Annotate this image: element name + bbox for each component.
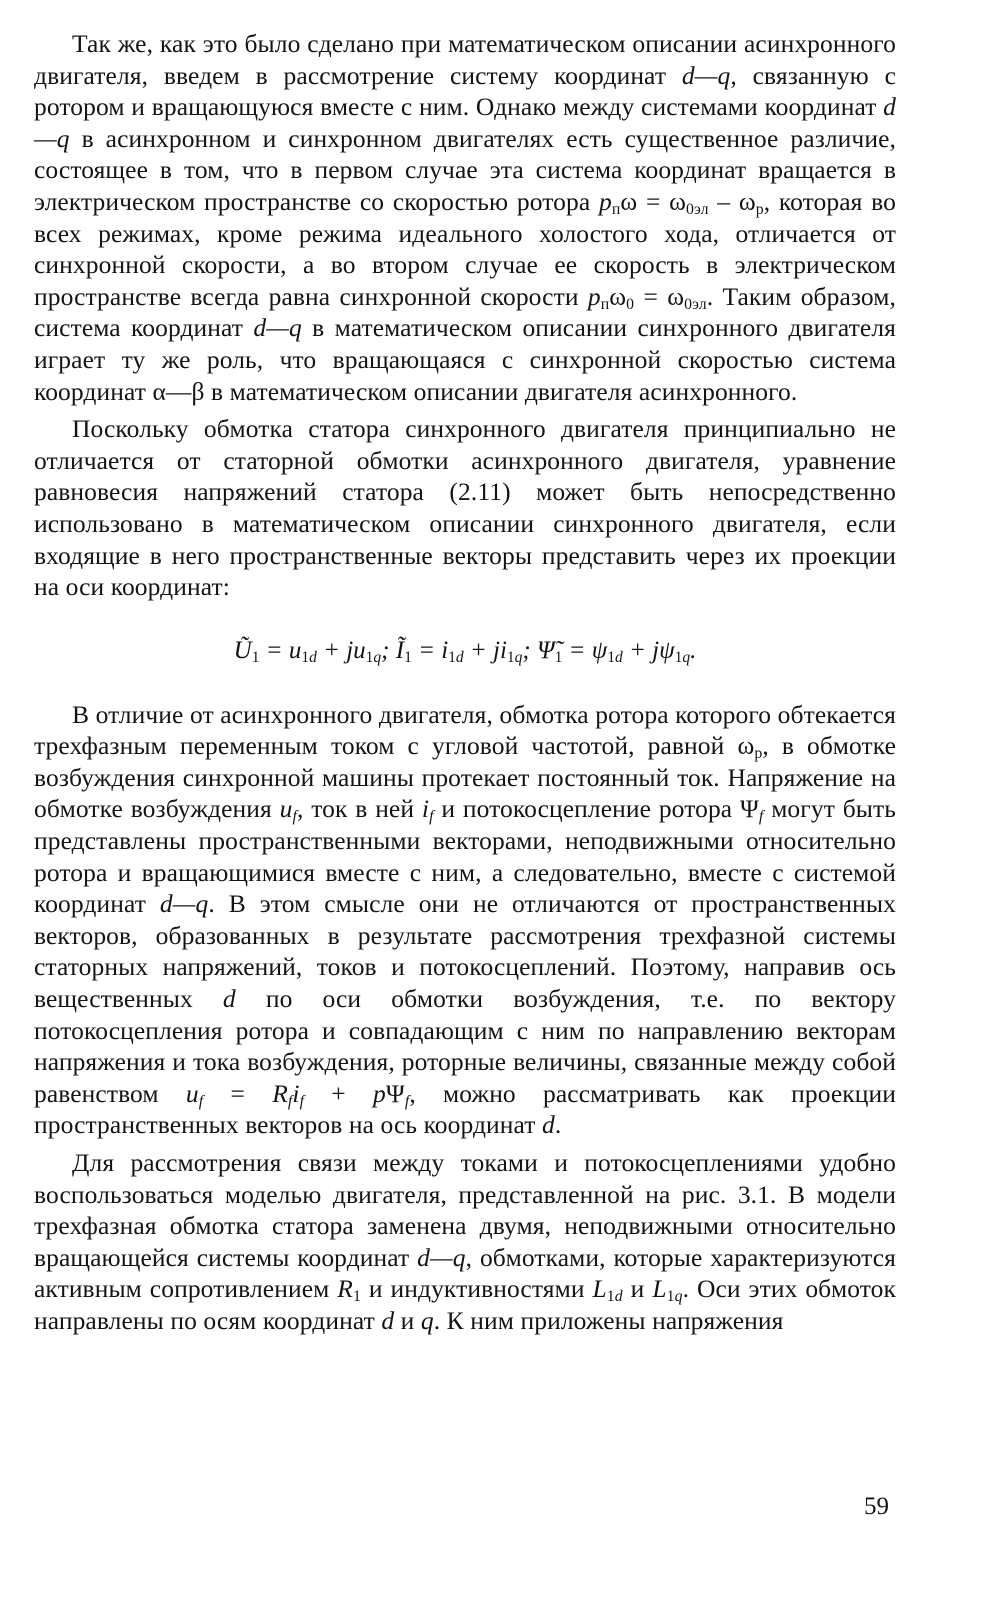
text-segment: d (614, 1288, 623, 1306)
text-segment: d (455, 648, 464, 666)
text-segment: ψ (659, 636, 675, 664)
text-segment: 0эл (684, 295, 707, 313)
text-segment: , которая во всех режимах, кроме режима идеального холостого хода, отличается от синхронной скорости, а во втором случае ее скорость в электрическом пространстве всегда равна синхронной скорости (34, 186, 896, 311)
text-segment: , связанную с ротором и вращающуюся вместе с ним. Однако между системами координат (34, 60, 896, 122)
text-segment: 1 (607, 648, 615, 666)
text-segment: , в обмотке возбуждения синхронной машины протекает постоянный ток. Напряжение на обмотке возбуждения (34, 731, 896, 824)
text-segment: L (652, 1274, 667, 1304)
text-segment: d—q (417, 1242, 466, 1272)
text-segment: i (421, 794, 430, 824)
text-segment: . Оси этих обмоток направлены по осям координат (34, 1274, 897, 1335)
text-segment: . (554, 1110, 562, 1140)
text-segment: d—q (681, 60, 731, 90)
text-segment: q (674, 1288, 683, 1306)
text-segment: = (562, 636, 592, 664)
text-segment: f (292, 808, 297, 826)
text-segment: и потокосцепление ротора Ψ (433, 794, 759, 824)
paragraph-3 (34, 699, 896, 1141)
text-segment: и индуктивностями (360, 1274, 593, 1304)
text-segment: ; (381, 636, 396, 664)
text-segment: q (373, 648, 382, 666)
text-segment: . (690, 636, 697, 664)
formula-vectors (34, 633, 896, 669)
text-segment: j (652, 636, 660, 664)
text-segment: L (592, 1274, 607, 1304)
text-segment: Ĩ (395, 636, 405, 664)
text-segment: u (288, 636, 302, 664)
paragraph-1 (34, 28, 896, 407)
text-segment: В отличие от асинхронного двигателя, обмотка ротора которого обтекается трехфазным переменным током с угловой частотой, равной ω (34, 699, 896, 761)
text-segment: d (381, 1305, 395, 1335)
text-segment: ; (522, 636, 537, 664)
text-segment: d (614, 648, 623, 666)
text-segment: + (622, 636, 653, 664)
text-segment: R (337, 1274, 353, 1304)
text-segment: + (316, 636, 347, 664)
text-segment: d—q (253, 313, 302, 343)
text-segment: q (420, 1305, 434, 1335)
text-segment: – ω (708, 186, 756, 216)
text-segment: р (755, 200, 764, 218)
text-segment: и (622, 1274, 653, 1304)
text-segment: 1 (404, 648, 412, 666)
text-segment: Ψ̃ (537, 636, 555, 664)
text-segment: ji (493, 636, 507, 664)
text-segment: по оси обмотки возбуждения, т.е. по вектору потокосцепления ротора и совпадающим с ним по направлению векторам напряжения и тока возбуждения, роторные величины, связанные между собой равенством (34, 984, 896, 1108)
text-segment: Для рассмотрения связи между токами и потокосцеплениями удобно воспользоваться моделью двигателя, представленной на рис. 3.1. В модели трехфазная обмотка статора заменена двумя, неподвижными относительно вращающейся системы координат (34, 1148, 896, 1272)
text-segment: p (598, 186, 612, 216)
page-body (34, 28, 896, 1337)
text-segment: f (429, 808, 434, 826)
text-segment: i (441, 636, 449, 664)
text-segment: . К ним приложены напряжения (433, 1305, 784, 1335)
text-segment: Ũ (233, 636, 252, 664)
text-segment: , можно рассматривать как проекции пространственных векторов на ось координат (34, 1078, 897, 1140)
text-segment: 1 (606, 1288, 615, 1306)
text-segment: d (542, 1110, 555, 1140)
text-segment: 1 (301, 648, 310, 666)
text-segment: , обмотками, которые характеризуются активным сопротивлением (34, 1242, 896, 1304)
text-segment: 1 (674, 648, 683, 666)
text-segment: 1 (554, 648, 563, 666)
text-segment: 1 (352, 1288, 361, 1306)
text-segment: ω (609, 281, 627, 311)
page-number: 59 (864, 1493, 889, 1520)
paragraph-2 (34, 413, 896, 603)
text-segment: = ω (634, 281, 685, 311)
text-segment: 0 (626, 295, 635, 313)
text-segment: , ток в ней (297, 794, 422, 824)
text-segment: = (203, 1078, 273, 1108)
text-segment: в математическом описании синхронного двигателя играет ту же роль, что вращающаяся с синхронной скоростью система координат α—β в математическом описании двигателя асинхронного. (34, 313, 896, 406)
text-segment: d (309, 648, 317, 666)
text-segment: п (611, 200, 621, 218)
text-segment: ω = ω (620, 186, 687, 216)
text-segment: q (514, 648, 523, 666)
text-segment: Поскольку обмотка статора синхронного двигателя принципиально не отличается от статорной обмотки асинхронного двигателя, уравнение равновесия напряжений статора (2.11) может быть непосредственно использовано в математическом описании синхронного двигателя, если входящие в него пространственные векторы представить через их проекции на оси координат: (34, 414, 896, 602)
text-segment: f (404, 1092, 410, 1110)
text-segment: d—q (159, 889, 209, 919)
text-segment: ψ (591, 636, 608, 664)
text-segment: f (287, 1092, 293, 1110)
text-segment: = (411, 636, 442, 664)
text-segment: + (304, 1078, 374, 1108)
text-segment: f (198, 1092, 204, 1110)
text-segment: Ψ (385, 1078, 405, 1108)
text-segment: p (587, 281, 601, 311)
text-segment: i (292, 1078, 300, 1108)
text-segment: = (259, 636, 289, 664)
text-segment: могут быть представлены пространственными векторами, неподвижными относительно ротора и вращающимися вместе с ним, а следовательно, вместе с системой координат (34, 794, 896, 919)
text-segment: . Таким образом, система координат (34, 281, 896, 343)
text-segment: 1 (666, 1288, 675, 1306)
text-segment: ju (346, 636, 366, 664)
text-segment: f (758, 808, 764, 826)
text-segment: Так же, как это было сделано при математическом описании асинхронного двигателя, введем в рассмотрение систему координат (34, 29, 896, 90)
paragraph-4 (34, 1147, 896, 1337)
text-segment: р (754, 745, 763, 763)
text-segment: 1 (251, 648, 260, 666)
text-segment: f (299, 1092, 305, 1110)
text-segment: d—q (34, 92, 896, 153)
text-segment: 1 (365, 648, 374, 666)
text-segment: u (185, 1078, 199, 1108)
text-segment: u (279, 794, 293, 824)
text-segment: 0эл (686, 200, 709, 218)
text-segment: q (682, 648, 691, 666)
text-segment: и (394, 1305, 421, 1335)
text-segment: p (373, 1078, 386, 1108)
text-segment: + (463, 636, 494, 664)
text-segment: 1 (448, 648, 456, 666)
text-segment: . В этом смысле они не отличаются от пространственных векторов, образованных в результате рассмотрения трехфазной системы статорных напряжений, токов и потокосцеплений. Поэтому, направив ось вещественных (34, 889, 896, 1014)
text-segment: в асинхронном и синхронном двигателях есть существенное различие, состоящее в том, что в первом случае эта система координат вращается в электрическом пространстве со скоростью ротора (34, 123, 896, 216)
text-segment: п (600, 295, 610, 313)
text-segment: R (272, 1078, 288, 1108)
text-segment: d (222, 984, 236, 1014)
text-segment: 1 (506, 648, 515, 666)
